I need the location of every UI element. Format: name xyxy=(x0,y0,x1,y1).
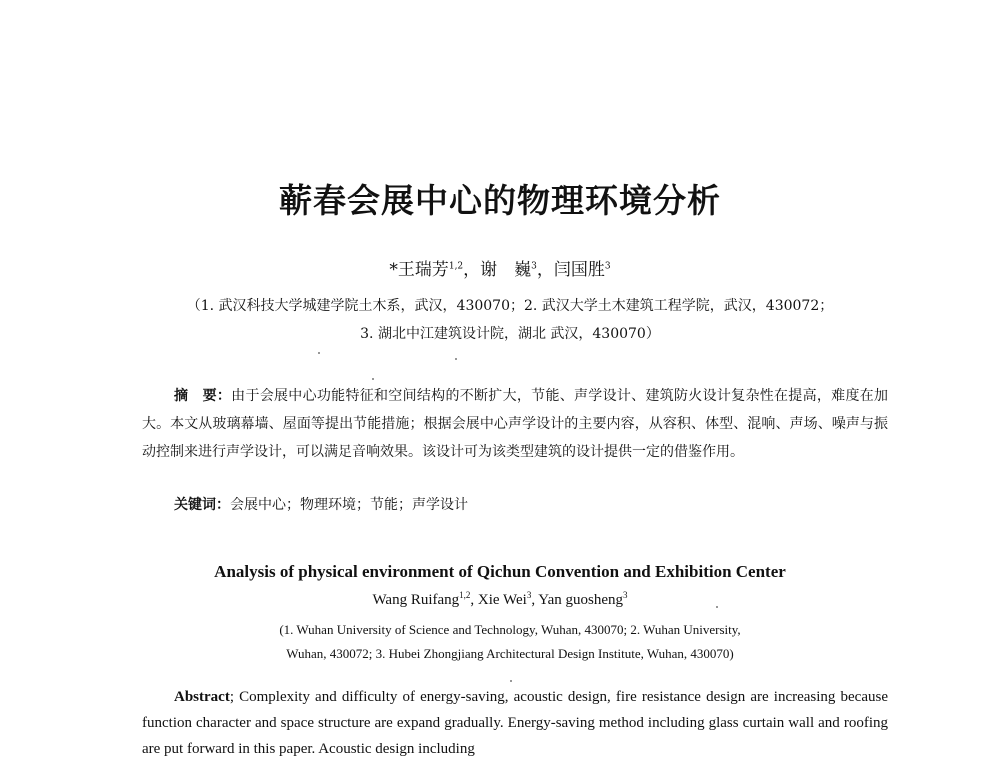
affiliation-en-line-1: (1. Wuhan University of Science and Technology, Wuhan, 430070; 2. Wuhan University, xyxy=(279,622,741,637)
author-en-3-affil: 3 xyxy=(623,590,628,600)
keywords-cn xyxy=(174,494,468,514)
author-cn-3-affil: 3 xyxy=(604,261,611,272)
paper-title-cn: 蕲春会展中心的物理环境分析 xyxy=(279,181,721,220)
author-en-2-affil: 3 xyxy=(526,590,532,600)
keywords-cn-text: 会展中心；物理环境；节能；声学设计 xyxy=(230,497,468,513)
authors-cn xyxy=(0,255,1000,280)
abstract-en-text: ; Complexity and difficulty of energy-saving, acoustic design, fire resistance design are increasing because function character and space structure are expand gradually. Energy-saving method including glass curtain wall and roofing are put forward in this paper. Acoustic design including xyxy=(142,689,888,757)
affiliation-cn-line-1: （1. 武汉科技大学城建学院土木系，武汉，430070；2. 武汉大学土木建筑工程学院，武汉，430072； xyxy=(186,298,834,314)
abstract-en-label: Abstract xyxy=(174,689,230,705)
affiliations-cn xyxy=(150,292,870,348)
author-cn-1: *王瑞芳 xyxy=(389,260,449,280)
affiliation-en-line-2: Wuhan, 430072; 3. Hubei Zhongjiang Architectural Design Institute, Wuhan, 430070) xyxy=(286,646,734,661)
keywords-cn-label: 关键词： xyxy=(174,497,230,513)
abstract-en xyxy=(142,684,888,762)
author-cn-2: ，谢 巍 xyxy=(463,260,532,280)
abstract-cn-label: 摘 要： xyxy=(174,388,232,404)
scan-speck xyxy=(510,680,512,682)
author-en-2: , Xie Wei xyxy=(470,592,527,608)
affiliation-cn-line-2: 3. 湖北中江建筑设计院，湖北 武汉，430070） xyxy=(360,326,660,342)
author-en-1: Wang Ruifang xyxy=(372,592,460,608)
scan-speck xyxy=(716,606,718,608)
author-cn-1-affil: 1,2 xyxy=(448,261,464,272)
scan-speck xyxy=(455,358,457,360)
paper-title-en: Analysis of physical environment of Qichun Convention and Exhibition Center xyxy=(214,562,786,581)
affiliations-en xyxy=(150,618,870,666)
scan-speck xyxy=(372,378,374,380)
author-cn-2-affil: 3 xyxy=(531,261,537,272)
author-en-3: , Yan guosheng xyxy=(531,592,624,608)
authors-en xyxy=(0,592,1000,609)
abstract-cn xyxy=(142,382,888,466)
scan-speck xyxy=(318,352,320,354)
author-en-1-affil: 1,2 xyxy=(459,590,471,600)
abstract-cn-text: 由于会展中心功能特征和空间结构的不断扩大，节能、声学设计、建筑防火设计复杂性在提高，难度在加大。本文从玻璃幕墙、屋面等提出节能措施；根据会展中心声学设计的主要内容，从容积、体型、混响、声场、噪声与振动控制来进行声学设计，可以满足音响效果。该设计可为该类型建筑的设计提供一定的借鉴作用。 xyxy=(142,388,889,460)
author-cn-3: ，闫国胜 xyxy=(536,260,605,280)
